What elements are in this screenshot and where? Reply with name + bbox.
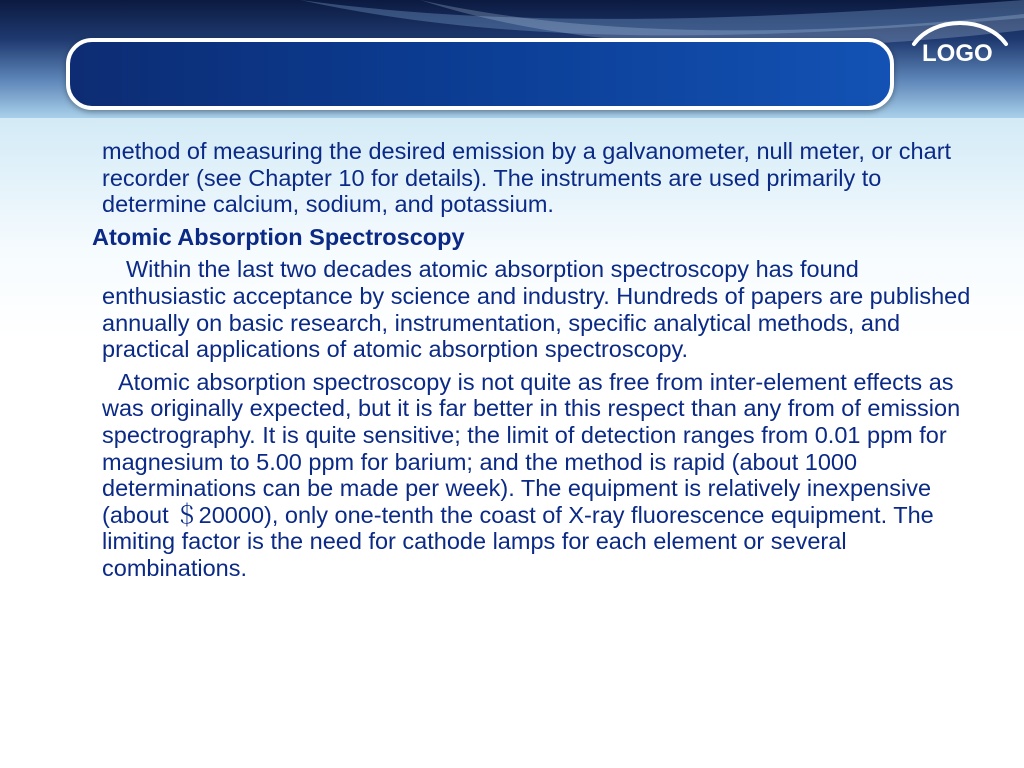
- paragraph-intro: method of measuring the desired emission by a galvanometer, null meter, or chart recorder (see Chapter 10 for details). The instruments are used primarily to determine calcium, sodium, and potassium.: [102, 138, 952, 218]
- logo: [908, 10, 1012, 76]
- title-bar: [66, 38, 894, 110]
- paragraph-details: Atomic absorption spectroscopy is not quite as free from inter-element effects as was originally expected, but it is far better in this respect than any from of emission spectrography. It is quite sensitive; the limit of detection ranges from 0.01 ppm for magnesium to 5.00 ppm for barium; and the method is rapid (about 1000 determinations can be made per week). The equipment is relatively inexpensive (about ＄20000), only one-tenth the coast of X-ray fluorescence equipment. The limiting factor is the need for cathode lamps for each element or several combinations.: [102, 368, 961, 581]
- paragraph-acceptance: Within the last two decades atomic absorption spectroscopy has found enthusiastic acceptance by science and industry. Hundreds of papers are published annually on basic research, instrumentation, specific analytical methods, and practical applications of atomic absorption spectroscopy.: [102, 256, 971, 363]
- logo-text: LOGO: [922, 40, 993, 67]
- section-heading: Atomic Absorption Spectroscopy: [92, 223, 465, 250]
- slide-content: [92, 138, 982, 582]
